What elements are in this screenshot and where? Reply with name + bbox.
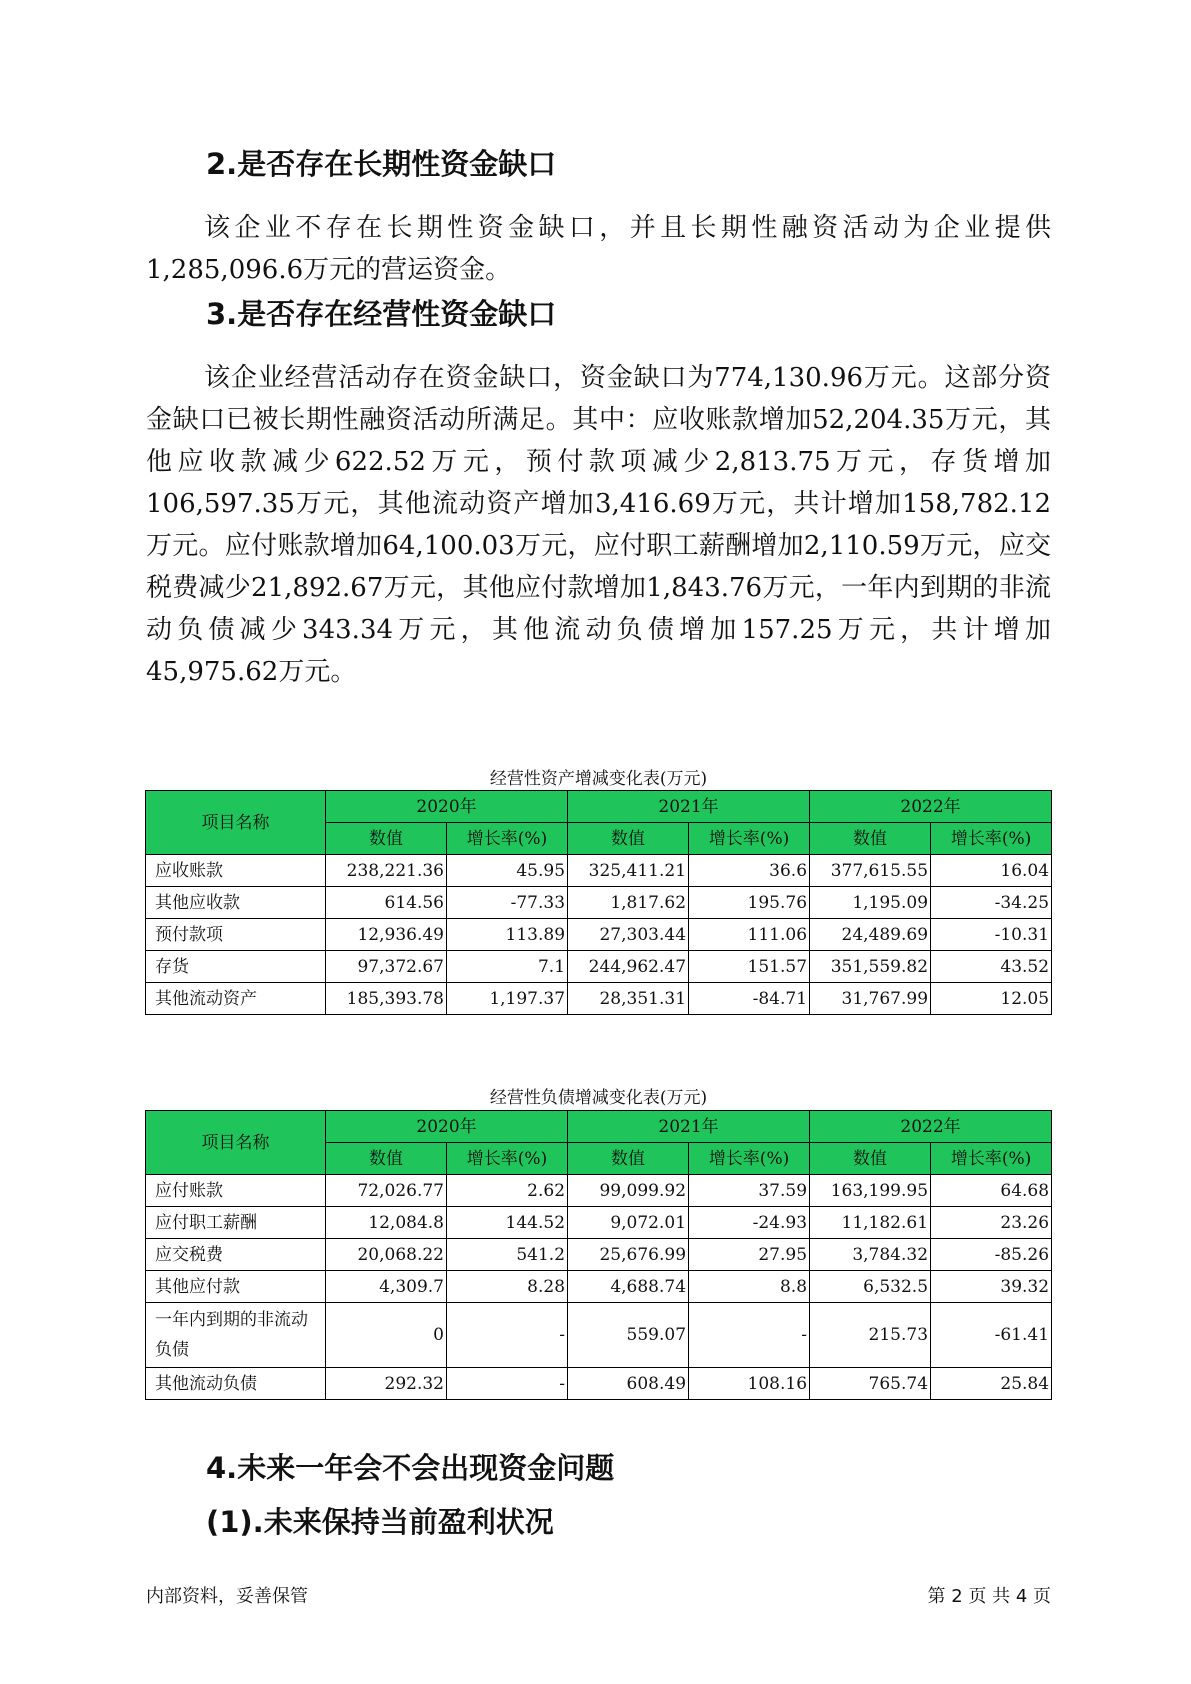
table-row <box>146 983 1052 1015</box>
growth-2022: -61.41 <box>931 1303 1052 1368</box>
value-2021: 608.49 <box>568 1368 689 1400</box>
table-row <box>146 1175 1052 1207</box>
table-row <box>146 1271 1052 1303</box>
row-name: 应交税费 <box>146 1239 326 1271</box>
value-2022: 1,195.09 <box>810 887 931 919</box>
value-2021: 1,817.62 <box>568 887 689 919</box>
row-name: 其他流动负债 <box>146 1368 326 1400</box>
header-value: 数值 <box>568 1143 689 1175</box>
header-year-2020: 2020年 <box>326 791 568 823</box>
value-2021: 28,351.31 <box>568 983 689 1015</box>
growth-2022: 12.05 <box>931 983 1052 1015</box>
growth-2020: 45.95 <box>447 855 568 887</box>
growth-2022: 16.04 <box>931 855 1052 887</box>
table-row <box>146 1368 1052 1400</box>
value-2020: 72,026.77 <box>326 1175 447 1207</box>
value-2021: 4,688.74 <box>568 1271 689 1303</box>
growth-2022: 39.32 <box>931 1271 1052 1303</box>
growth-2022: 25.84 <box>931 1368 1052 1400</box>
value-2020: 614.56 <box>326 887 447 919</box>
header-item-name: 项目名称 <box>146 1111 326 1175</box>
liability-table <box>145 1110 1052 1400</box>
value-2020: 185,393.78 <box>326 983 447 1015</box>
growth-2021: 195.76 <box>689 887 810 919</box>
value-2022: 351,559.82 <box>810 951 931 983</box>
header-year-2020: 2020年 <box>326 1111 568 1143</box>
table-row <box>146 887 1052 919</box>
value-2022: 6,532.5 <box>810 1271 931 1303</box>
header-growth: 增长率(%) <box>447 1143 568 1175</box>
header-value: 数值 <box>810 1143 931 1175</box>
header-value: 数值 <box>326 823 447 855</box>
row-name: 应付账款 <box>146 1175 326 1207</box>
table-row <box>146 855 1052 887</box>
value-2022: 31,767.99 <box>810 983 931 1015</box>
row-name: 一年内到期的非流动负债 <box>146 1303 326 1368</box>
row-name: 其他应付款 <box>146 1271 326 1303</box>
value-2020: 12,936.49 <box>326 919 447 951</box>
asset-table-caption: 经营性资产增减变化表(万元) <box>489 769 708 789</box>
table-row <box>146 919 1052 951</box>
header-growth: 增长率(%) <box>689 1143 810 1175</box>
section-heading-4: 4.未来一年会不会出现资金问题 <box>206 1451 615 1485</box>
value-2020: 238,221.36 <box>326 855 447 887</box>
header-year-2021: 2021年 <box>568 1111 810 1143</box>
growth-2022: -34.25 <box>931 887 1052 919</box>
growth-2021: -24.93 <box>689 1207 810 1239</box>
footer-confidential-note: 内部资料，妥善保管 <box>146 1586 308 1607</box>
liability-table-caption: 经营性负债增减变化表(万元) <box>489 1088 708 1108</box>
value-2021: 9,072.01 <box>568 1207 689 1239</box>
row-name: 应付职工薪酬 <box>146 1207 326 1239</box>
growth-2021: 111.06 <box>689 919 810 951</box>
footer-page-number: 第 2 页 共 4 页 <box>927 1586 1051 1607</box>
value-2020: 12,084.8 <box>326 1207 447 1239</box>
header-growth: 增长率(%) <box>931 1143 1052 1175</box>
growth-2022: 64.68 <box>931 1175 1052 1207</box>
header-growth: 增长率(%) <box>689 823 810 855</box>
header-growth: 增长率(%) <box>447 823 568 855</box>
asset-table <box>145 790 1052 1015</box>
paragraph-operating-gap: 该企业经营活动存在资金缺口，资金缺口为774,130.96万元。这部分资金缺口已被长期性融资活动所满足。其中：应收账款增加52,204.35万元，其他应收款减少622.52万元，预付款项减少2,813.75万元，存货增加106,597.35万元，其他流动资产增加3,416.69万元，共计增加158,782.12万元。应付账款增加64,100.03万元，应付职工薪酬增加2,110.59万元，应交税费减少21,892.67万元，其他应付款增加1,843.76万元，一年内到期的非流动负债减少343.34万元，其他流动负债增加157.25万元，共计增加45,975.62万元。 <box>146 363 1051 687</box>
growth-2020: 113.89 <box>447 919 568 951</box>
growth-2020: 8.28 <box>447 1271 568 1303</box>
table-row <box>146 1207 1052 1239</box>
row-name: 其他流动资产 <box>146 983 326 1015</box>
header-year-2021: 2021年 <box>568 791 810 823</box>
value-2021: 25,676.99 <box>568 1239 689 1271</box>
growth-2020: 2.62 <box>447 1175 568 1207</box>
row-name: 应收账款 <box>146 855 326 887</box>
growth-2022: -10.31 <box>931 919 1052 951</box>
value-2020: 0 <box>326 1303 447 1368</box>
header-year-2022: 2022年 <box>810 1111 1052 1143</box>
section-heading-3: 3.是否存在经营性资金缺口 <box>206 297 557 331</box>
section-heading-2: 2.是否存在长期性资金缺口 <box>206 147 557 181</box>
growth-2022: 43.52 <box>931 951 1052 983</box>
value-2022: 3,784.32 <box>810 1239 931 1271</box>
value-2022: 377,615.55 <box>810 855 931 887</box>
growth-2020: - <box>447 1368 568 1400</box>
growth-2021: 108.16 <box>689 1368 810 1400</box>
value-2020: 4,309.7 <box>326 1271 447 1303</box>
header-value: 数值 <box>810 823 931 855</box>
growth-2022: 23.26 <box>931 1207 1052 1239</box>
growth-2021: 151.57 <box>689 951 810 983</box>
growth-2020: 7.1 <box>447 951 568 983</box>
table-row <box>146 951 1052 983</box>
row-name: 存货 <box>146 951 326 983</box>
value-2022: 215.73 <box>810 1303 931 1368</box>
value-2020: 20,068.22 <box>326 1239 447 1271</box>
growth-2020: -77.33 <box>447 887 568 919</box>
growth-2021: -84.71 <box>689 983 810 1015</box>
header-value: 数值 <box>326 1143 447 1175</box>
subsection-heading-4-1: (1).未来保持当前盈利状况 <box>206 1505 554 1539</box>
growth-2020: - <box>447 1303 568 1368</box>
value-2022: 765.74 <box>810 1368 931 1400</box>
paragraph-long-term-gap: 该企业不存在长期性资金缺口，并且长期性融资活动为企业提供1,285,096.6万元的营运资金。 <box>146 213 1051 285</box>
value-2022: 163,199.95 <box>810 1175 931 1207</box>
growth-2020: 1,197.37 <box>447 983 568 1015</box>
header-value: 数值 <box>568 823 689 855</box>
value-2020: 97,372.67 <box>326 951 447 983</box>
header-growth: 增长率(%) <box>931 823 1052 855</box>
growth-2021: 27.95 <box>689 1239 810 1271</box>
value-2020: 292.32 <box>326 1368 447 1400</box>
value-2021: 325,411.21 <box>568 855 689 887</box>
growth-2021: 8.8 <box>689 1271 810 1303</box>
value-2021: 244,962.47 <box>568 951 689 983</box>
value-2021: 99,099.92 <box>568 1175 689 1207</box>
growth-2021: - <box>689 1303 810 1368</box>
value-2021: 559.07 <box>568 1303 689 1368</box>
growth-2021: 37.59 <box>689 1175 810 1207</box>
header-year-2022: 2022年 <box>810 791 1052 823</box>
row-name: 预付款项 <box>146 919 326 951</box>
growth-2022: -85.26 <box>931 1239 1052 1271</box>
growth-2020: 541.2 <box>447 1239 568 1271</box>
value-2022: 11,182.61 <box>810 1207 931 1239</box>
row-name: 其他应收款 <box>146 887 326 919</box>
header-item-name: 项目名称 <box>146 791 326 855</box>
value-2021: 27,303.44 <box>568 919 689 951</box>
value-2022: 24,489.69 <box>810 919 931 951</box>
table-row <box>146 1239 1052 1271</box>
growth-2020: 144.52 <box>447 1207 568 1239</box>
growth-2021: 36.6 <box>689 855 810 887</box>
table-row <box>146 1303 1052 1368</box>
